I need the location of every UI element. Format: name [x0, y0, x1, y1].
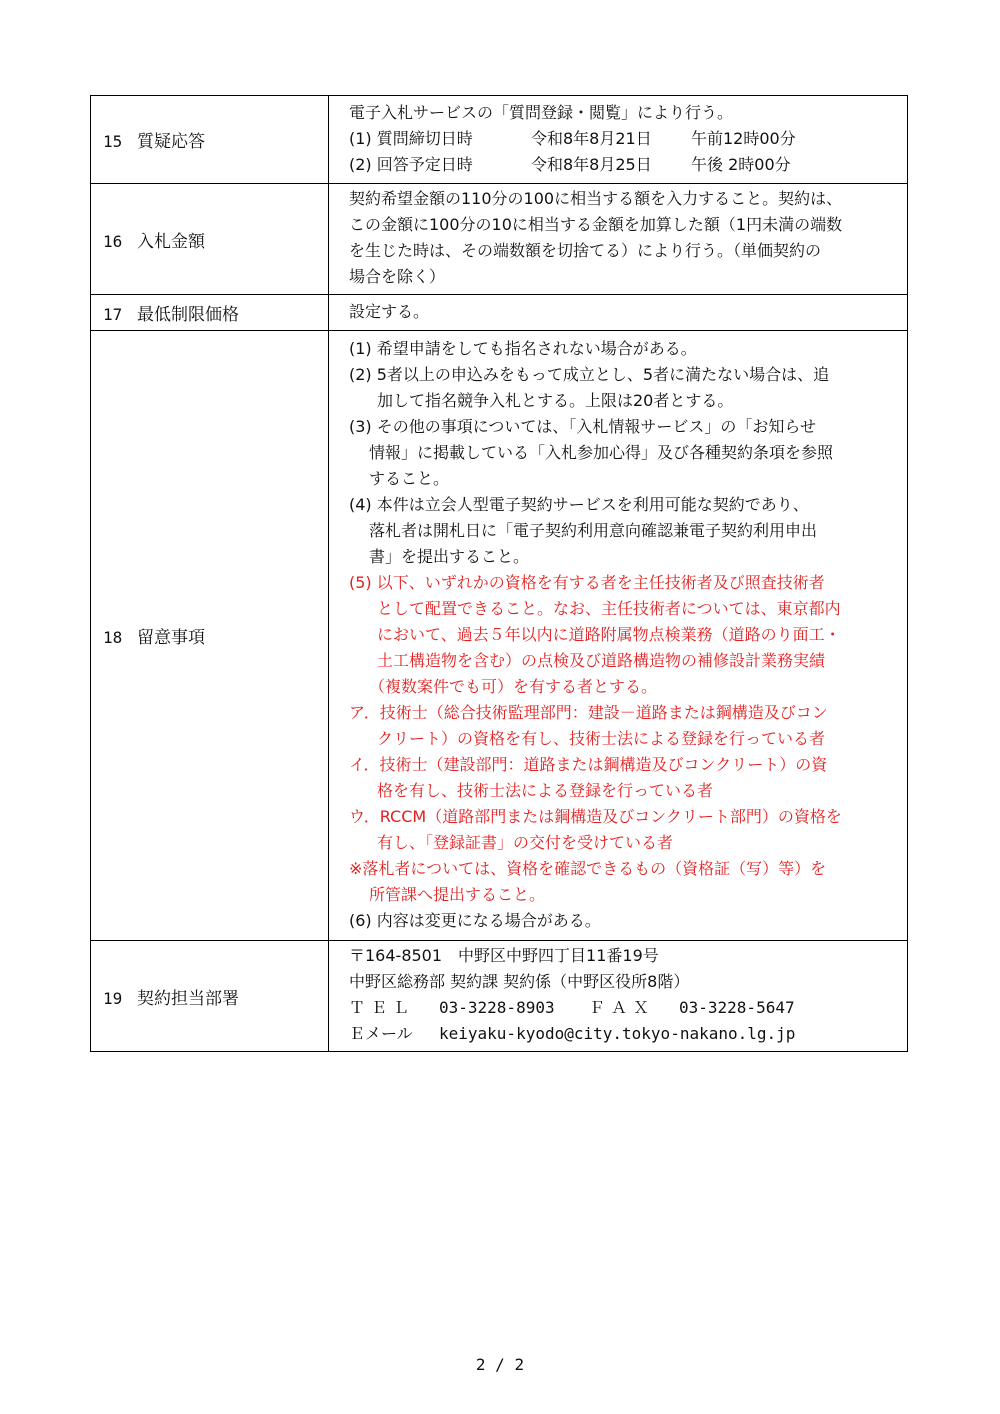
- note-item-6: (6) 内容は変更になる場合がある。: [349, 910, 601, 930]
- table-row-16: [91, 184, 908, 295]
- contact-address: 〒164-8501 中野区中野四丁目11番19号: [349, 946, 659, 965]
- row-content-19: [329, 941, 908, 1052]
- note-item-3-cont: すること。: [369, 468, 450, 488]
- row-label-19: [91, 941, 329, 1052]
- winning-bidder-note-cont: 所管課へ提出すること。: [369, 884, 546, 904]
- qualification-i-cont: 格を有し、技術士法による登録を行っている者: [377, 780, 714, 800]
- content-line: を生じた時は、その端数額を切捨てる）により行う。（単価契約の: [349, 241, 822, 260]
- table-row-15: [91, 96, 908, 184]
- note-item-5-cont: 土工構造物を含む）の点検及び道路構造物の補修設計業務実績: [377, 650, 826, 670]
- row-content-18: [329, 331, 908, 941]
- fax-number: 03-3228-5647: [679, 998, 795, 1017]
- contact-email-line: [349, 1021, 897, 1047]
- row-label-17: [91, 295, 329, 331]
- schedule-item: (2) 回答予定日時: [349, 154, 473, 174]
- note-item-4-cont: 書」を提出すること。: [369, 546, 530, 566]
- row-number: 16: [103, 231, 123, 251]
- qualification-i: イ．技術士（建設部門：道路または鋼構造及びコンクリート）の資: [349, 754, 828, 774]
- qualification-u-cont: 有し、「登録証書」の交付を受けている者: [377, 832, 674, 852]
- note-item-5-cont: において、過去５年以内に道路附属物点検業務（道路のり面工・: [377, 624, 841, 644]
- schedule-time: 午前12時00分: [691, 128, 796, 148]
- note-item-5: (5) 以下、いずれかの資格を有する者を主任技術者及び照査技術者: [349, 572, 825, 592]
- content-line: 電子入札サービスの「質問登録・閲覧」により行う。: [349, 102, 734, 122]
- contact-phone-line: [349, 995, 897, 1021]
- row-label-text: 最低制限価格: [137, 305, 239, 325]
- content-line: [349, 152, 897, 178]
- tel-number: 03-3228-8903: [439, 998, 555, 1017]
- note-item-5-cont: （複数案件でも可）を有する者とする。: [369, 676, 658, 696]
- tel-label: ＴＥＬ: [349, 998, 416, 1017]
- note-item-5-cont: として配置できること。なお、主任技術者については、東京都内: [377, 598, 841, 618]
- contact-department: 中野区総務部 契約課 契約係（中野区役所8階）: [349, 972, 690, 991]
- row-number: 15: [103, 132, 123, 151]
- qualification-a-cont: クリート）の資格を有し、技術士法による登録を行っている者: [377, 728, 826, 748]
- row-label-text: 入札金額: [137, 231, 205, 252]
- schedule-time: 午後 2時00分: [691, 154, 791, 174]
- row-content-15: [329, 96, 908, 184]
- content-line: 場合を除く）: [349, 267, 446, 286]
- schedule-date: 令和8年8月25日: [531, 154, 652, 174]
- note-item-2: (2) 5者以上の申込みをもって成立とし、5者に満たない場合は、追: [349, 364, 830, 384]
- row-label-15: [91, 96, 329, 184]
- row-content-17: [329, 295, 908, 331]
- row-label-18: [91, 331, 329, 941]
- note-item-2-cont: 加して指名競争入札とする。上限は20者とする。: [377, 390, 734, 410]
- row-label-text: 契約担当部署: [137, 988, 239, 1009]
- page-number: 2 / 2: [475, 1355, 525, 1374]
- fax-label: ＦＡＸ: [589, 998, 656, 1017]
- table-row-17: [91, 295, 908, 331]
- content-line: [349, 126, 897, 152]
- content-line: 設定する。: [349, 301, 430, 321]
- row-content-16: [329, 184, 908, 295]
- row-label-16: [91, 184, 329, 295]
- email-link[interactable]: keiyaku-kyodo@city.tokyo-nakano.lg.jp: [439, 1024, 796, 1043]
- note-item-4: (4) 本件は立会人型電子契約サービスを利用可能な契約であり、: [349, 494, 809, 514]
- qualification-u: ウ．RCCM（道路部門または鋼構造及びコンクリート部門）の資格を: [349, 806, 842, 826]
- note-item-4-cont: 落札者は開札日に「電子契約利用意向確認兼電子契約利用申出: [369, 520, 818, 540]
- email-label: Ｅメール: [349, 1024, 413, 1043]
- table-row-19: [91, 941, 908, 1052]
- note-item-1: (1) 希望申請をしても指名されない場合がある。: [349, 338, 697, 358]
- specification-table: [90, 95, 908, 1052]
- content-line: この金額に100分の10に相当する金額を加算した額（1円未満の端数: [349, 215, 843, 234]
- row-label-text: 質疑応答: [137, 132, 205, 152]
- note-item-3: (3) その他の事項については、「入札情報サービス」の「お知らせ: [349, 416, 816, 436]
- qualification-a: ア．技術士（総合技術監理部門：建設－道路または鋼構造及びコン: [349, 702, 828, 722]
- schedule-item: (1) 質問締切日時: [349, 128, 473, 148]
- note-item-3-cont: 情報」に掲載している「入札参加心得」及び各種契約条項を参照: [369, 442, 834, 462]
- table-row-18: [91, 331, 908, 941]
- content-line: 契約希望金額の110分の100に相当する額を入力すること。契約は、: [349, 189, 843, 208]
- row-number: 19: [103, 988, 123, 1008]
- row-number: 17: [103, 305, 123, 324]
- schedule-date: 令和8年8月21日: [531, 128, 652, 148]
- row-label-text: 留意事項: [137, 628, 205, 648]
- winning-bidder-note: ※落札者については、資格を確認できるもの（資格証（写）等）を: [349, 858, 827, 878]
- row-number: 18: [103, 628, 123, 647]
